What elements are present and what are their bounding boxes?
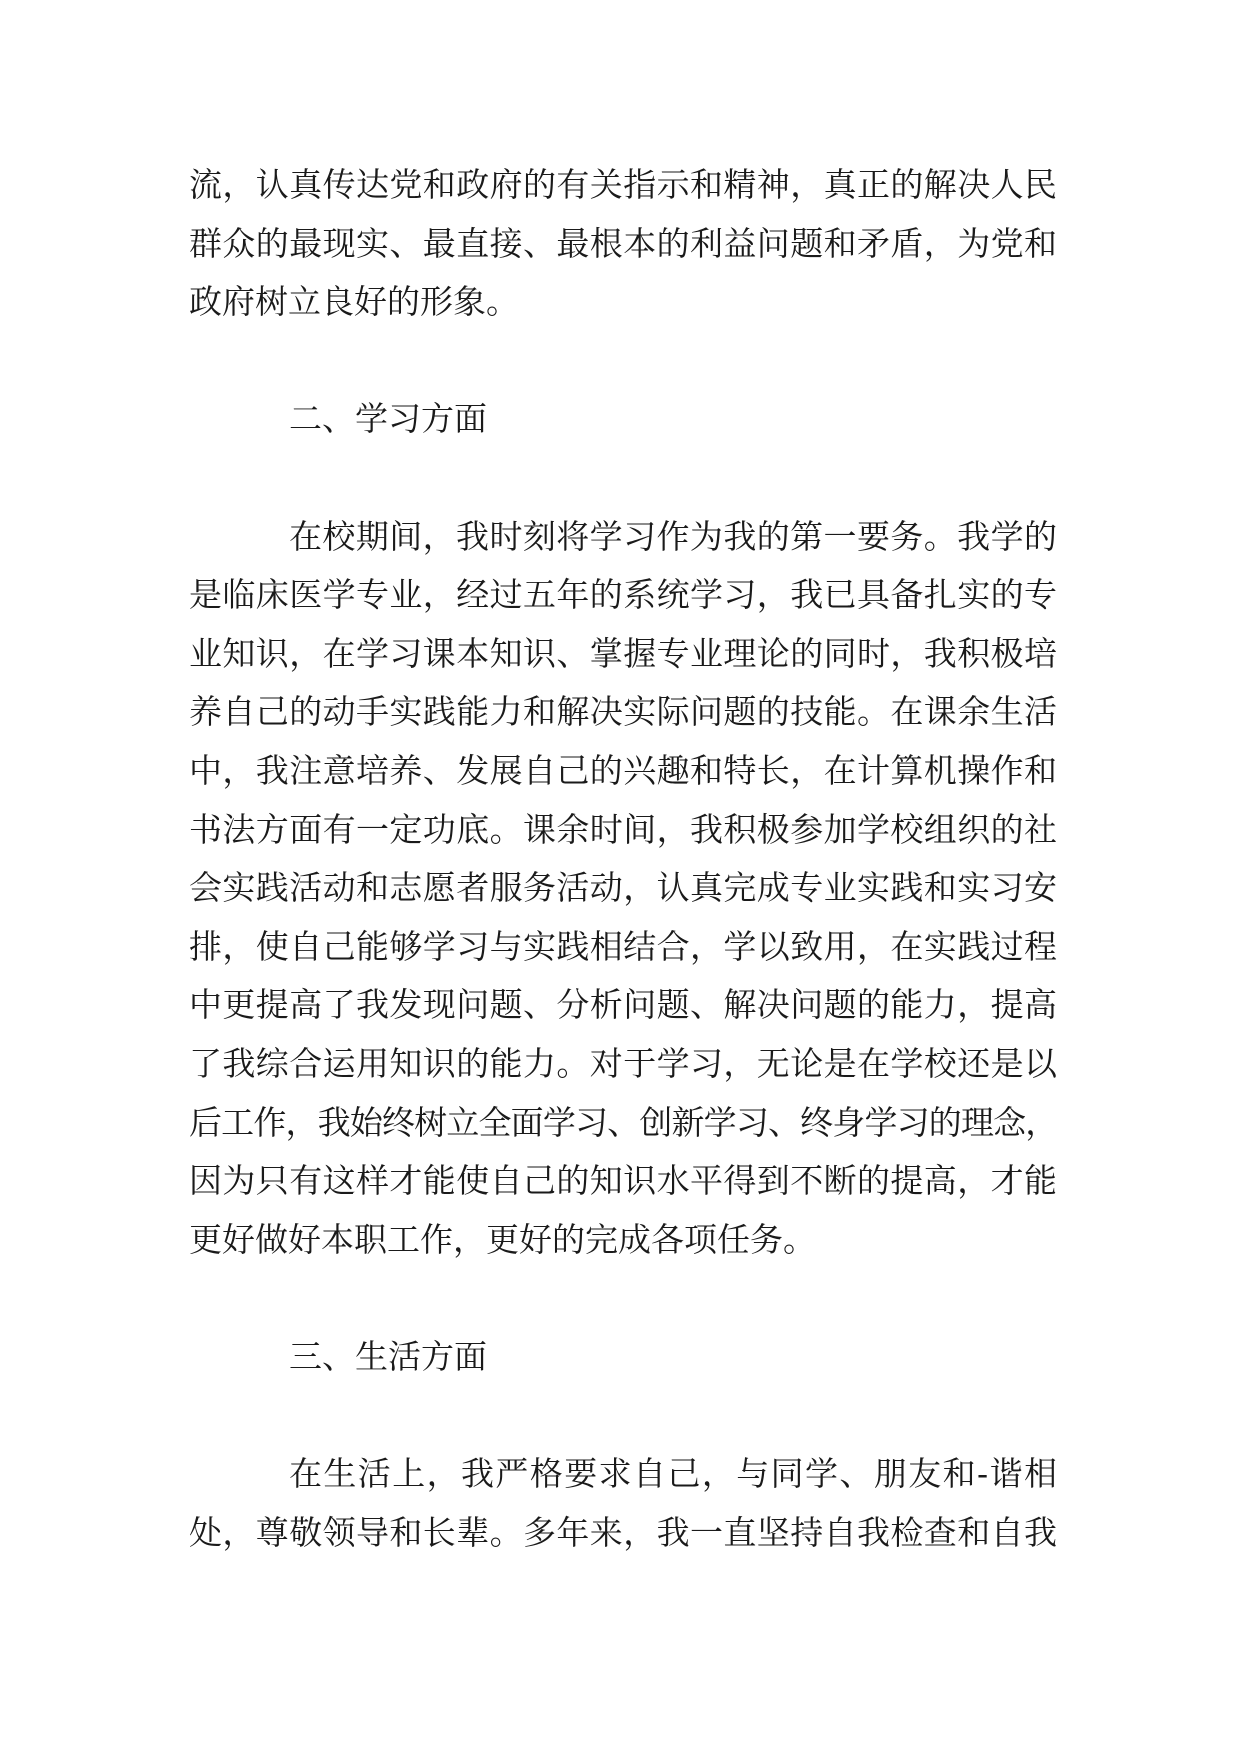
text-line: 中，我注意培养、发展自己的兴趣和特长，在计算机操作和 bbox=[189, 750, 1057, 790]
section-heading: 二、学习方面 bbox=[289, 399, 487, 439]
text-line: 养自己的动手实践能力和解决实际问题的技能。在课余生活 bbox=[189, 692, 1057, 732]
paragraph bbox=[189, 156, 1241, 332]
text-line: 是临床医学专业，经过五年的系统学习，我已具备扎实的专 bbox=[189, 575, 1057, 615]
text-line: 在生活上，我严格要求自己，与同学、朋友和-谐相 bbox=[289, 1454, 1057, 1494]
text-line: 后工作，我始终树立全面学习、创新学习、终身学习的理念， bbox=[189, 1102, 1057, 1142]
text-line: 会实践活动和志愿者服务活动，认真完成专业实践和实习安 bbox=[189, 868, 1057, 908]
text-line: 书法方面有一定功底。课余时间，我积极参加学校组织的社 bbox=[189, 809, 1057, 849]
text-line: 处，尊敬领导和长辈。多年来，我一直坚持自我检查和自我 bbox=[189, 1512, 1057, 1552]
text-line: 排，使自己能够学习与实践相结合，学以致用，在实践过程 bbox=[189, 926, 1057, 966]
paragraph bbox=[189, 508, 1241, 1270]
paragraph bbox=[189, 1445, 1241, 1562]
text-line: 业知识，在学习课本知识、掌握专业理论的同时，我积极培 bbox=[189, 633, 1057, 673]
text-line: 中更提高了我发现问题、分析问题、解决问题的能力，提高 bbox=[189, 985, 1057, 1025]
text-line: 群众的最现实、最直接、最根本的利益问题和矛盾，为党和 bbox=[189, 223, 1057, 263]
text-line: 因为只有这样才能使自己的知识水平得到不断的提高，才能 bbox=[189, 1161, 1057, 1201]
text-line: 了我综合运用知识的能力。对于学习，无论是在学校还是以 bbox=[189, 1043, 1057, 1083]
section-life bbox=[189, 1328, 1241, 1562]
text-line: 政府树立良好的形象。 bbox=[189, 282, 519, 322]
text-line: 更好做好本职工作，更好的完成各项任务。 bbox=[189, 1219, 816, 1259]
section-study bbox=[189, 390, 1241, 1269]
section-heading: 三、生活方面 bbox=[289, 1336, 487, 1376]
text-line: 流，认真传达党和政府的有关指示和精神，真正的解决人民 bbox=[189, 165, 1057, 204]
text-line: 在校期间，我时刻将学习作为我的第一要务。我学的 bbox=[289, 516, 1057, 556]
